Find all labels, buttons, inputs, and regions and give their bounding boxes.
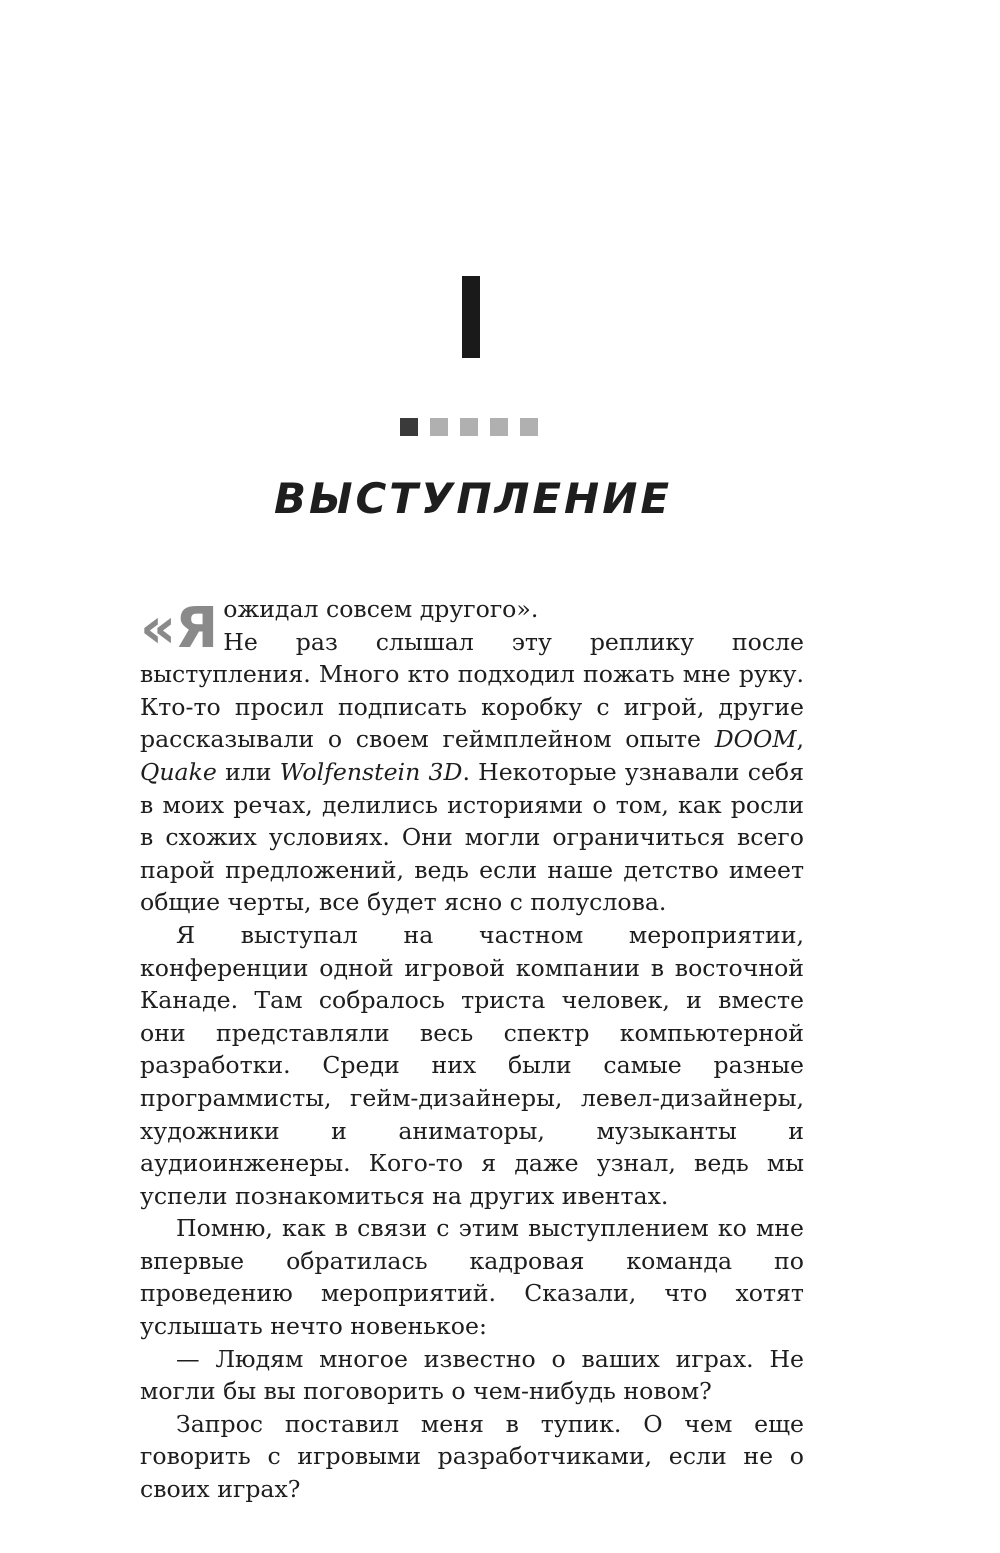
chapter-body xyxy=(140,593,804,1506)
chapter-title: ВЫСТУПЛЕНИЕ xyxy=(273,474,673,523)
paragraph: Запрос поставил меня в тупик. О чем еще говорить с игровыми разработчиками, если не о своих играх? xyxy=(140,1409,804,1504)
game-title: Quake xyxy=(140,757,217,786)
chapter-number-numeral xyxy=(462,276,480,358)
separator: , xyxy=(796,725,804,754)
drop-cap: «Я xyxy=(140,596,218,661)
ornament-square xyxy=(460,418,478,436)
paragraph-dialogue: — Людям многое известно о ваших играх. Не могли бы вы поговорить о чем-нибудь новом? xyxy=(140,1344,804,1406)
paragraph: Я выступал на частном мероприятии, конференции одной игровой компании в восточной Канаде. Там собралось триста человек, и вместе они представляли весь спектр компьютерной разработки. Среди них были самые разные программисты, гейм-дизайнеры, левел-дизайнеры, художники и аниматоры, музыканты и аудиоинженеры. Кого-то я даже узнал, ведь мы успели познакомиться на других ивентах. xyxy=(140,920,804,1210)
game-title: Wolfenstein 3D xyxy=(279,757,463,786)
ornament-square xyxy=(520,418,538,436)
paragraph-text: . Некоторые узнавали себя в моих речах, делились историями о том, как росли в схожих условиях. Они могли ограничиться всего парой предложений, ведь если наше детство имеет общие черты, все будет ясно с полуслова. xyxy=(140,757,804,917)
ornament-square xyxy=(490,418,508,436)
game-title: DOOM xyxy=(714,725,797,754)
chapter-ornament xyxy=(400,418,538,436)
paragraph xyxy=(140,593,804,919)
paragraph: Помню, как в связи с этим выступлением ко мне впервые обратилась кадровая команда по проведению мероприятий. Сказали, что хотят услышать нечто новенькое: xyxy=(140,1214,804,1341)
paragraph-text: Не раз слышал эту реплику после выступления. Много кто подходил пожать мне руку. Кто-то просил подписать коробку с игрой, другие рассказывали о своем геймплейном опыте xyxy=(140,627,804,754)
ornament-square xyxy=(400,418,418,436)
ornament-square xyxy=(430,418,448,436)
paragraph-first-line: ожидал совсем другого». xyxy=(223,595,539,623)
separator: или xyxy=(216,757,280,786)
